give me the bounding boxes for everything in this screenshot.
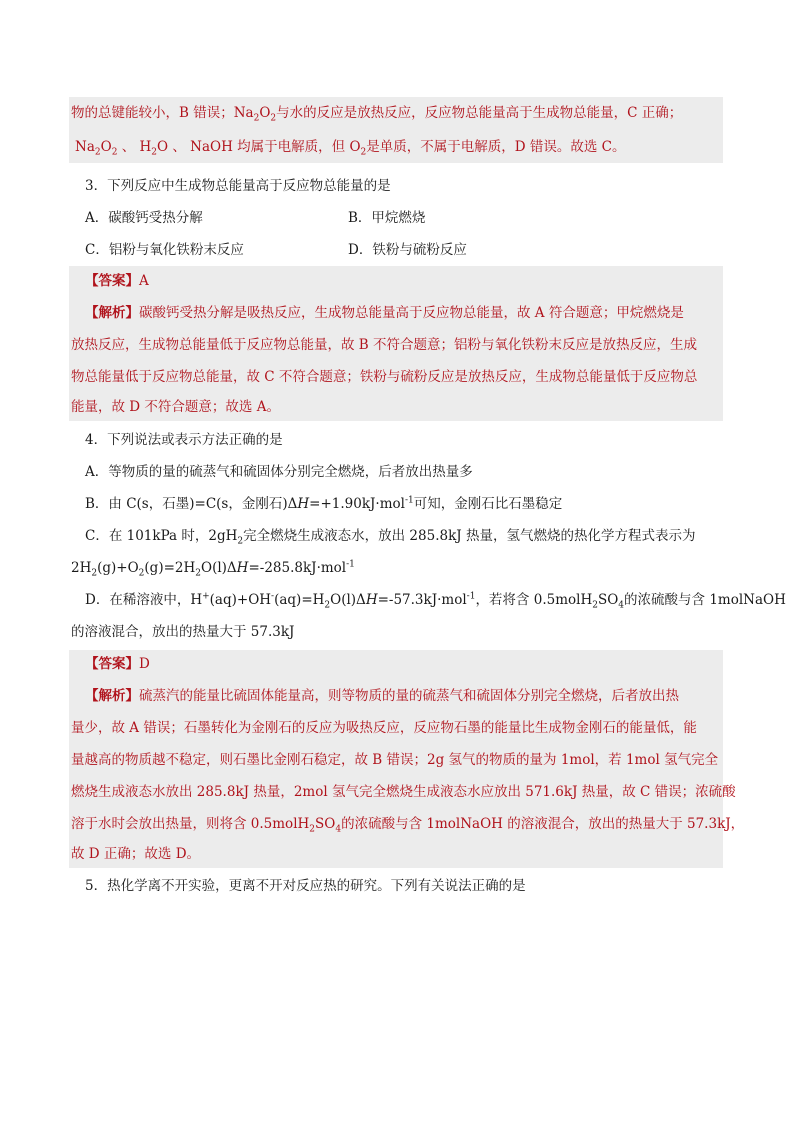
q3-option-a: A．碳酸钙受热分解 bbox=[85, 210, 203, 226]
q4-option-d-line-2: 的溶液混合，放出的热量大于 57.3kJ bbox=[71, 624, 295, 640]
answer-tag: 【答案】 bbox=[85, 273, 139, 289]
q3-option-d: D．铁粉与硫粉反应 bbox=[348, 242, 467, 258]
q4-explanation-line-2: 量少，故 A 错误；石墨转化为金刚石的反应为吸热反应，反应物石墨的能量比生成物金刚石的能量低，能 bbox=[71, 720, 697, 736]
q4-explanation-line-1: 【解析】硫蒸汽的能量比硫固体能量高，则等物质的量的硫蒸气和硫固体分别完全燃烧，后者放出热 bbox=[85, 688, 679, 704]
q4-explanation-line-3: 量越高的物质越不稳定，则石墨比金刚石稳定，故 B 错误；2g 氢气的物质的量为 1mol，若 1mol 氢气完全 bbox=[71, 752, 719, 768]
q4-option-c-line-1: C．在 101kPa 时，$2gH_2$完全燃烧生成液态水，放出 285.8kJ 热量，氢气燃烧的热化学方程式表示为 bbox=[85, 528, 696, 547]
q3-option-c: C．铝粉与氧化铁粉末反应 bbox=[85, 242, 244, 258]
explanation-tag: 【解析】 bbox=[85, 688, 139, 704]
question-5-stem: 5．热化学离不开实验，更离不开对反应热的研究。下列有关说法正确的是 bbox=[85, 878, 526, 894]
q3-option-b: B．甲烷燃烧 bbox=[348, 210, 426, 226]
prev-explanation-block bbox=[69, 97, 723, 163]
prev-explanation-line-1: 物的总键能较小，B 错误；$Na_2O_2$与水的反应是放热反应，反应物总能量高于生成物总能量，C 正确； bbox=[71, 105, 683, 124]
q4-option-b: B．由 C(s，石墨)=C(s，金刚石)ΔH=+1.90kJ·mol$^{-1}$可知，金刚石比石墨稳定 bbox=[85, 495, 563, 512]
q4-option-d-line-1: D．在稀溶液中，$H^+(aq)+OH^-(aq)=H_2O(l)\Delta H=-57.3kJ\cdot mol^{-1}$，若将含 $0.5molH_2SO_4$的浓硫酸与含 1molNaOH bbox=[85, 591, 786, 611]
question-4-stem: 4．下列说法或表示方法正确的是 bbox=[85, 432, 283, 448]
q4-option-c-line-2: $2H_2(g)+O_2(g)=2H_2O(l)\Delta H=-285.8kJ\cdot mol^{-1}$ bbox=[71, 559, 355, 579]
q3-answer: 【答案】A bbox=[85, 273, 149, 289]
answer-tag: 【答案】 bbox=[85, 656, 139, 672]
q4-answer-block bbox=[69, 650, 745, 868]
question-3-stem: 3．下列反应中生成物总能量高于反应物总能量的是 bbox=[85, 178, 391, 194]
q3-explanation-line-2: 放热反应，生成物总能量低于反应物总能量，故 B 不符合题意；铝粉与氧化铁粉末反应是放热反应，生成 bbox=[71, 337, 698, 353]
prev-explanation-line-2: $Na_2O_2$ 、 $H_2O$ 、 NaOH 均属于电解质，但 $O_2$是单质，不属于电解质，D 错误。故选 C。 bbox=[75, 139, 626, 158]
q3-explanation-line-4: 能量，故 D 不符合题意；故选 A。 bbox=[71, 399, 280, 415]
q4-explanation-line-6: 故 D 正确；故选 D。 bbox=[71, 846, 201, 862]
q4-explanation-line-5: 溶于水时会放出热量，则将含 $0.5molH_2SO_4$的浓硫酸与含 1molNaOH 的溶液混合，放出的热量大于 57.3kJ， bbox=[71, 816, 745, 835]
q4-explanation-line-4: 燃烧生成液态水放出 285.8kJ 热量，2mol 氢气完全燃烧生成液态水应放出 571.6kJ 热量，故 C 错误；浓硫酸 bbox=[71, 784, 736, 800]
q4-option-a: A．等物质的量的硫蒸气和硫固体分别完全燃烧，后者放出热量多 bbox=[85, 464, 473, 480]
q4-answer: 【答案】D bbox=[85, 656, 150, 672]
q3-answer-block bbox=[69, 266, 723, 421]
q3-explanation-line-1: 【解析】碳酸钙受热分解是吸热反应，生成物总能量高于反应物总能量，故 A 符合题意；甲烷燃烧是 bbox=[85, 305, 684, 321]
q3-explanation-line-3: 物总能量低于反应物总能量，故 C 不符合题意；铁粉与硫粉反应是放热反应，生成物总能量低于反应物总 bbox=[71, 369, 698, 385]
explanation-tag: 【解析】 bbox=[85, 305, 139, 321]
